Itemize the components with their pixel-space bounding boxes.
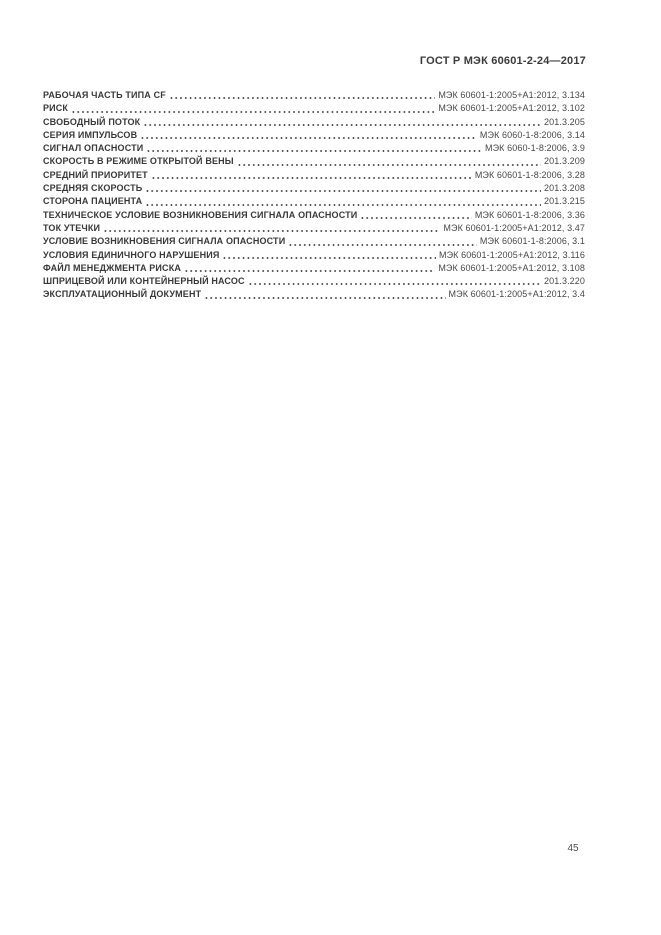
index-term: СВОБОДНЫЙ ПОТОК [43, 116, 141, 127]
index-term: РИСК [43, 103, 69, 114]
dot-leader [145, 182, 541, 195]
index-term: СТОРОНА ПАЦИЕНТА [43, 196, 143, 207]
index-entry [43, 275, 585, 288]
dot-leader [145, 195, 541, 208]
dot-leader [288, 235, 477, 248]
index-ref: МЭК 6060-1-8:2006, 3.9 [485, 143, 585, 154]
index-ref: 201.3.209 [544, 156, 585, 167]
index-entry [43, 262, 585, 275]
index-entry [43, 129, 585, 142]
dot-leader [237, 155, 541, 168]
index-term: СКОРОСТЬ В РЕЖИМЕ ОТКРЫТОЙ ВЕНЫ [43, 156, 234, 167]
index-ref: МЭК 60601-1:2005+А1:2012, 3.116 [438, 249, 585, 260]
index-list [43, 89, 585, 302]
index-ref: МЭК 60601-1-8:2006, 3.28 [474, 169, 585, 180]
index-ref: МЭК 60601-1:2005+А1:2012, 3.102 [438, 103, 585, 114]
index-ref: 201.3.215 [544, 196, 585, 207]
page-number: 45 [567, 843, 579, 854]
index-entry [43, 235, 585, 248]
index-entry [43, 222, 585, 235]
index-entry [43, 102, 585, 115]
dot-leader [248, 275, 541, 288]
running-header: ГОСТ Р МЭК 60601-2-24—2017 [419, 55, 586, 67]
index-term: РАБОЧАЯ ЧАСТЬ ТИПА CF [43, 90, 166, 100]
index-term: ТОК УТЕЧКИ [43, 222, 101, 233]
index-term: УСЛОВИЕ ВОЗНИКНОВЕНИЯ СИГНАЛА ОПАСНОСТИ [43, 236, 286, 247]
dot-leader [222, 249, 436, 262]
index-ref: МЭК 60601-1:2005+А1:2012, 3.4 [448, 289, 585, 300]
index-term: СРЕДНИЙ ПРИОРИТЕТ [43, 169, 148, 180]
index-ref: МЭК 60601-1-8:2006, 3.1 [479, 236, 585, 247]
index-term: СИГНАЛ ОПАСНОСТИ [43, 143, 144, 154]
dot-leader [140, 129, 477, 142]
index-ref: МЭК 60601-1-8:2006, 3.36 [474, 209, 585, 220]
dot-leader [184, 262, 435, 275]
index-ref: МЭК 60601-1:2005+А1:2012, 3.134 [438, 90, 585, 100]
dot-leader [103, 222, 440, 235]
dot-leader [146, 142, 482, 155]
index-entry [43, 155, 585, 168]
index-term: ЭКСПЛУАТАЦИОННЫЙ ДОКУМЕНТ [43, 289, 202, 300]
dot-leader [169, 89, 435, 102]
index-entry [43, 116, 585, 129]
dot-leader [151, 169, 472, 182]
dot-leader [360, 209, 471, 222]
index-entry [43, 169, 585, 182]
index-entry [43, 209, 585, 222]
dot-leader [71, 102, 435, 115]
index-term: СЕРИЯ ИМПУЛЬСОВ [43, 129, 138, 140]
index-ref: 201.3.208 [544, 183, 585, 194]
index-ref: МЭК 60601-1:2005+А1:2012, 3.108 [438, 262, 585, 273]
index-entry [43, 182, 585, 195]
index-ref: МЭК 6060-1-8:2006, 3.14 [479, 129, 585, 140]
index-term: ФАЙЛ МЕНЕДЖМЕНТА РИСКА [43, 262, 181, 273]
index-entry [43, 89, 585, 102]
dot-leader [143, 116, 541, 129]
index-term: ШПРИЦЕВОЙ ИЛИ КОНТЕЙНЕРНЫЙ НАСОС [43, 276, 245, 287]
index-term: ТЕХНИЧЕСКОЕ УСЛОВИЕ ВОЗНИКНОВЕНИЯ СИГНАЛА ОПАСНОСТИ [43, 209, 358, 220]
index-ref: 201.3.220 [544, 276, 585, 287]
index-entry [43, 288, 585, 301]
index-entry [43, 249, 585, 262]
dot-leader [204, 288, 445, 301]
index-ref: МЭК 60601-1:2005+А1:2012, 3.47 [443, 222, 585, 233]
index-entry [43, 142, 585, 155]
index-term: СРЕДНЯЯ СКОРОСТЬ [43, 183, 143, 194]
index-entry [43, 195, 585, 208]
index-ref: 201.3.205 [544, 116, 585, 127]
index-term: УСЛОВИЯ ЕДИНИЧНОГО НАРУШЕНИЯ [43, 249, 220, 260]
